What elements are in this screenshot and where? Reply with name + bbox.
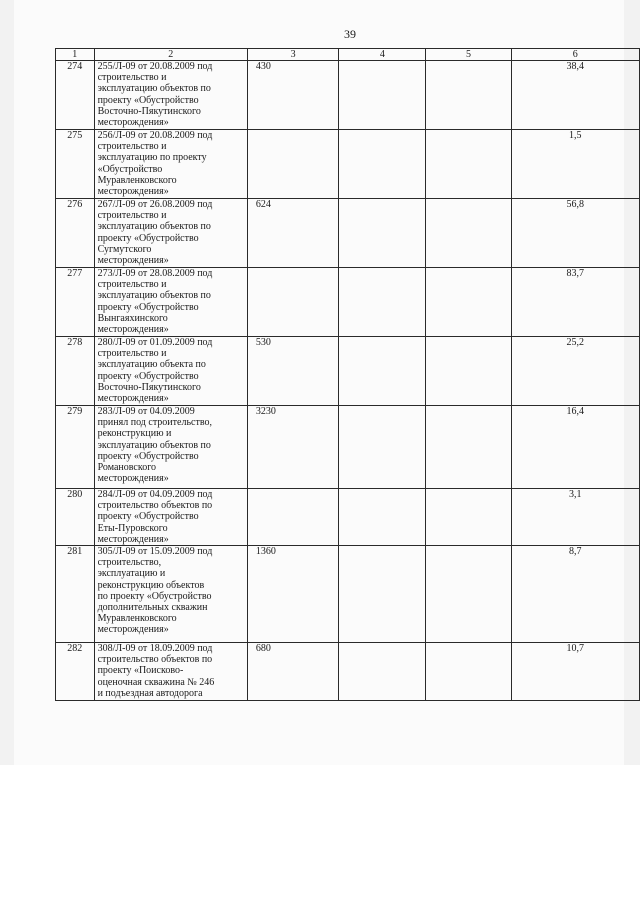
column-5-value	[426, 643, 511, 701]
row-number: 282	[56, 643, 95, 701]
column-3-value	[247, 489, 338, 546]
row-number: 275	[56, 130, 95, 199]
table-row	[56, 489, 640, 546]
column-header: 4	[339, 49, 426, 61]
column-4-value	[339, 199, 426, 268]
column-3-value: 624	[247, 199, 338, 268]
row-number: 274	[56, 61, 95, 130]
column-6-value: 10,7	[511, 643, 639, 701]
lease-description: 267/Л-09 от 26.08.2009 под строительство и эксплуатацию объектов по проекту «Обустройство Сугмутского месторождения»	[94, 199, 247, 268]
column-6-value: 8,7	[511, 546, 639, 643]
column-6-value: 83,7	[511, 268, 639, 337]
page-number: 39	[344, 27, 356, 41]
column-6-value: 16,4	[511, 406, 639, 489]
table-row	[56, 268, 640, 337]
lease-description: 305/Л-09 от 15.09.2009 под строительство, эксплуатацию и реконструкцию объектов по проекту «Обустройство дополнительных скважин Муравленковского месторождения»	[94, 546, 247, 643]
table-row	[56, 546, 640, 643]
column-5-value	[426, 546, 511, 643]
lease-description: 255/Л-09 от 20.08.2009 под строительство и эксплуатацию объектов по проекту «Обустройство Восточно-Пякутинского месторождения»	[94, 61, 247, 130]
column-4-value	[339, 546, 426, 643]
header-row	[56, 49, 640, 61]
lease-description: 273/Л-09 от 28.08.2009 под строительство и эксплуатацию объектов по проекту «Обустройство Вынгаяхинского месторождения»	[94, 268, 247, 337]
table-row	[56, 406, 640, 489]
row-number: 276	[56, 199, 95, 268]
row-number: 277	[56, 268, 95, 337]
column-4-value	[339, 406, 426, 489]
lease-description: 283/Л-09 от 04.09.2009 принял под строительство, реконструкцию и эксплуатацию объектов по проекту «Обустройство Романовского месторождения»	[94, 406, 247, 489]
column-5-value	[426, 268, 511, 337]
lease-description: 308/Л-09 от 18.09.2009 под строительство объектов по проекту «Поисково- оценочная скважина № 246 и подъездная автодорога	[94, 643, 247, 701]
column-4-value	[339, 61, 426, 130]
column-6-value: 38,4	[511, 61, 639, 130]
column-3-value	[247, 268, 338, 337]
column-header: 5	[426, 49, 511, 61]
table-row	[56, 61, 640, 130]
column-4-value	[339, 489, 426, 546]
column-4-value	[339, 337, 426, 406]
land-lease-table	[55, 48, 640, 701]
column-3-value: 430	[247, 61, 338, 130]
column-3-value: 1360	[247, 546, 338, 643]
column-header: 2	[94, 49, 247, 61]
column-5-value	[426, 130, 511, 199]
column-4-value	[339, 643, 426, 701]
table-row	[56, 337, 640, 406]
column-5-value	[426, 61, 511, 130]
column-header: 1	[56, 49, 95, 61]
column-6-value: 56,8	[511, 199, 639, 268]
row-number: 279	[56, 406, 95, 489]
table-row	[56, 643, 640, 701]
column-4-value	[339, 268, 426, 337]
column-header: 3	[247, 49, 338, 61]
column-5-value	[426, 489, 511, 546]
column-6-value: 25,2	[511, 337, 639, 406]
lease-description: 280/Л-09 от 01.09.2009 под строительство и эксплуатацию объекта по проекту «Обустройство Восточно-Пякутинского месторождения»	[94, 337, 247, 406]
table-body	[56, 61, 640, 701]
column-3-value: 3230	[247, 406, 338, 489]
table-row	[56, 130, 640, 199]
column-3-value: 530	[247, 337, 338, 406]
column-6-value: 3,1	[511, 489, 639, 546]
column-3-value: 680	[247, 643, 338, 701]
column-5-value	[426, 406, 511, 489]
column-3-value	[247, 130, 338, 199]
lease-description: 284/Л-09 от 04.09.2009 под строительство объектов по проекту «Обустройство Еты-Пуровского месторождения»	[94, 489, 247, 546]
column-header: 6	[511, 49, 639, 61]
row-number: 278	[56, 337, 95, 406]
blank-area	[0, 765, 640, 905]
column-4-value	[339, 130, 426, 199]
table-row	[56, 199, 640, 268]
column-6-value: 1,5	[511, 130, 639, 199]
column-5-value	[426, 337, 511, 406]
column-5-value	[426, 199, 511, 268]
row-number: 280	[56, 489, 95, 546]
row-number: 281	[56, 546, 95, 643]
lease-description: 256/Л-09 от 20.08.2009 под строительство и эксплуатацию по проекту «Обустройство Муравленковского месторождения»	[94, 130, 247, 199]
